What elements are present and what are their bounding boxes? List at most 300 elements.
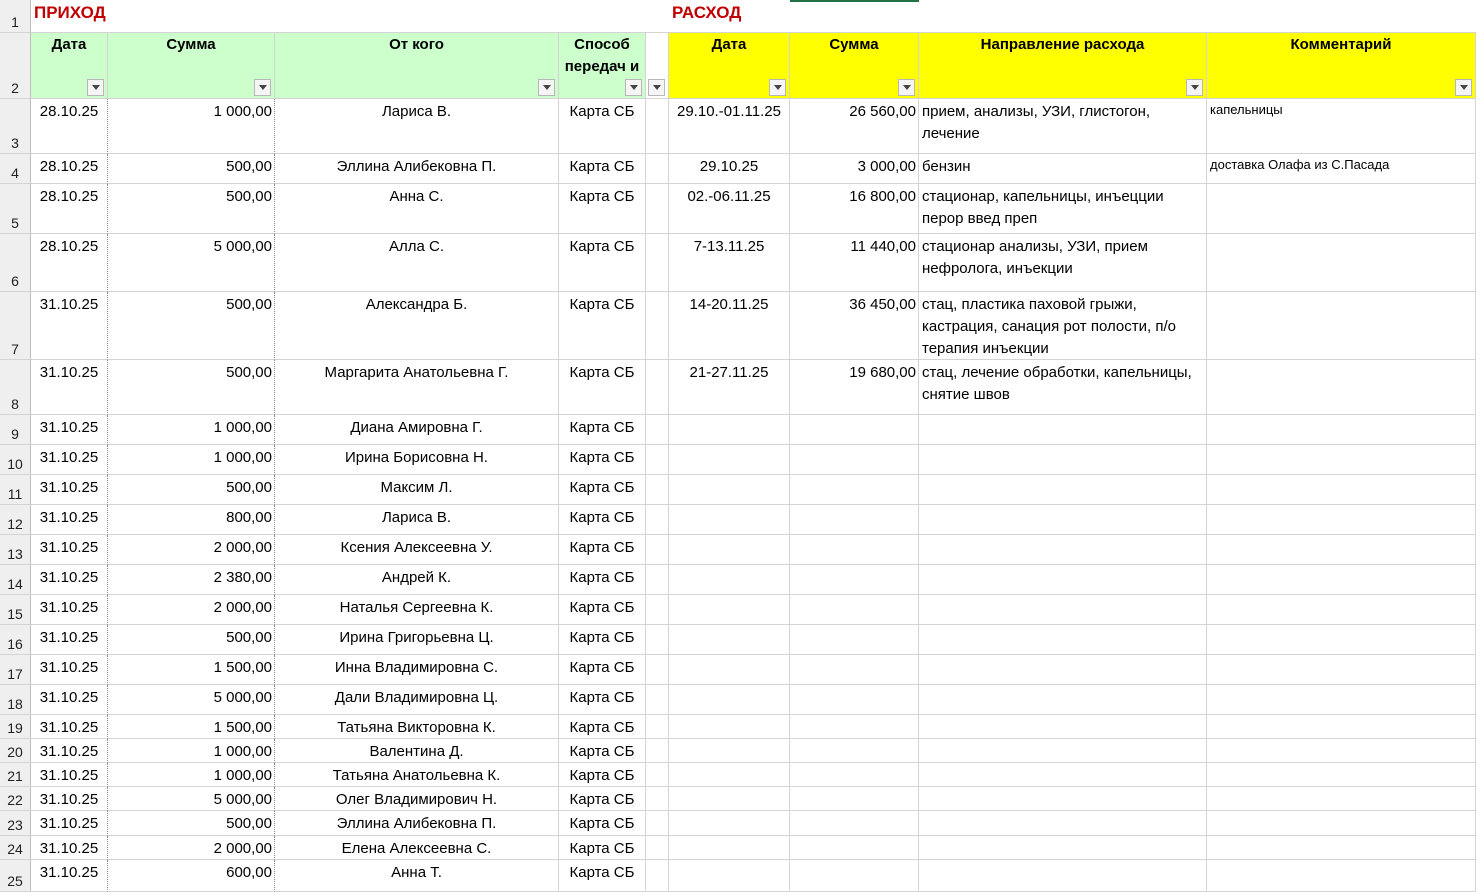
expense-comment-cell[interactable]: [1207, 360, 1476, 415]
expense-date-cell[interactable]: [669, 811, 790, 836]
row-header[interactable]: 18: [0, 685, 31, 715]
expense-sum-cell[interactable]: [790, 836, 919, 860]
expense-purpose-cell[interactable]: [919, 595, 1207, 625]
income-method-cell[interactable]: [559, 739, 646, 763]
gap-cell[interactable]: [646, 445, 669, 475]
expense-comment-cell[interactable]: [1207, 787, 1476, 811]
income-method-cell[interactable]: [559, 685, 646, 715]
income-date-cell-text: 31.10.25: [39, 629, 99, 646]
income-sum-cell[interactable]: [108, 595, 275, 625]
expense-sum-cell[interactable]: [790, 655, 919, 685]
expense-date-cell[interactable]: [669, 860, 790, 892]
income-date-cell-text: 31.10.25: [39, 449, 99, 466]
gap-cell[interactable]: [646, 715, 669, 739]
expense-sum-cell-text: 19 680,00: [849, 364, 916, 381]
income-from-cell-text: Ирина Григорьевна Ц.: [339, 629, 494, 646]
row-header[interactable]: 10: [0, 445, 31, 475]
income-sum-cell-text: 1 000,00: [213, 743, 272, 760]
expense-purpose-cell[interactable]: [919, 625, 1207, 655]
row-header[interactable]: 12: [0, 505, 31, 535]
expense-comment-cell[interactable]: [1207, 505, 1476, 535]
income-method-cell[interactable]: [559, 860, 646, 892]
expense-sum-cell[interactable]: [790, 415, 919, 445]
expense-purpose-cell[interactable]: [919, 739, 1207, 763]
expense-sum-cell[interactable]: [790, 685, 919, 715]
gap-cell[interactable]: [646, 763, 669, 787]
income-from-cell[interactable]: [275, 234, 559, 292]
expense-filter-sum-button[interactable]: [898, 79, 915, 96]
expense-sum-cell[interactable]: [790, 787, 919, 811]
expense-sum-cell[interactable]: [790, 292, 919, 360]
gap-cell[interactable]: [646, 787, 669, 811]
income-method-cell-text: Карта СБ: [569, 719, 635, 736]
income-date-cell[interactable]: [31, 505, 108, 535]
row-header[interactable]: 20: [0, 739, 31, 763]
income-method-cell[interactable]: [559, 625, 646, 655]
income-header-date[interactable]: [31, 33, 108, 99]
income-sum-cell-text: 500,00: [226, 188, 272, 205]
expense-comment-cell[interactable]: [1207, 445, 1476, 475]
income-from-cell[interactable]: [275, 445, 559, 475]
gap-cell[interactable]: [646, 360, 669, 415]
income-from-cell[interactable]: [275, 595, 559, 625]
expense-date-cell-text: 29.10.-01.11.25: [677, 103, 781, 120]
income-date-cell-text: 31.10.25: [39, 815, 99, 832]
expense-date-cell[interactable]: [669, 655, 790, 685]
income-sum-cell[interactable]: [108, 360, 275, 415]
income-from-cell[interactable]: [275, 415, 559, 445]
income-method-cell[interactable]: [559, 475, 646, 505]
expense-date-cell[interactable]: [669, 625, 790, 655]
income-date-cell-text: 31.10.25: [39, 569, 99, 586]
income-date-cell[interactable]: [31, 715, 108, 739]
expense-purpose-cell[interactable]: [919, 505, 1207, 535]
expense-purpose-cell[interactable]: [919, 475, 1207, 505]
income-from-cell[interactable]: [275, 565, 559, 595]
row-header[interactable]: 21: [0, 763, 31, 787]
income-method-cell-text: Карта СБ: [569, 689, 635, 706]
income-from-cell-text: Елена Алексеевна С.: [341, 840, 492, 857]
income-sum-cell[interactable]: [108, 811, 275, 836]
gap-cell[interactable]: [646, 625, 669, 655]
expense-sum-cell[interactable]: [790, 595, 919, 625]
expense-header-sum-text: Сумма: [829, 36, 879, 53]
income-from-cell[interactable]: [275, 625, 559, 655]
income-from-cell[interactable]: [275, 475, 559, 505]
income-method-cell[interactable]: [559, 505, 646, 535]
income-header-date-text: Дата: [51, 36, 87, 53]
expense-date-cell[interactable]: [669, 787, 790, 811]
expense-purpose-cell[interactable]: [919, 685, 1207, 715]
expense-header-comment[interactable]: [1207, 33, 1476, 99]
row-header[interactable]: 23: [0, 811, 31, 836]
gap-column-header[interactable]: [646, 33, 669, 99]
income-from-cell[interactable]: [275, 787, 559, 811]
expense-sum-cell-text: 16 800,00: [849, 188, 916, 205]
income-from-cell[interactable]: [275, 505, 559, 535]
expense-purpose-cell[interactable]: [919, 860, 1207, 892]
expense-date-cell[interactable]: [669, 535, 790, 565]
expense-sum-cell[interactable]: [790, 811, 919, 836]
income-date-cell-text: 31.10.25: [39, 539, 99, 556]
expense-purpose-cell[interactable]: [919, 184, 1207, 234]
income-sum-cell-text: 500,00: [226, 479, 272, 496]
expense-comment-cell[interactable]: [1207, 625, 1476, 655]
income-date-cell[interactable]: [31, 763, 108, 787]
income-filter-date-button[interactable]: [87, 79, 104, 96]
expense-purpose-cell[interactable]: [919, 787, 1207, 811]
expense-date-cell[interactable]: [669, 234, 790, 292]
income-sum-cell-text: 600,00: [226, 864, 272, 881]
income-method-cell-text: Карта СБ: [569, 479, 635, 496]
income-date-cell[interactable]: [31, 535, 108, 565]
expense-comment-cell[interactable]: [1207, 292, 1476, 360]
income-date-cell[interactable]: [31, 475, 108, 505]
income-method-cell-text: Карта СБ: [569, 449, 635, 466]
expense-sum-cell[interactable]: [790, 715, 919, 739]
expense-comment-cell[interactable]: [1207, 565, 1476, 595]
income-from-cell-text: Татьяна Анатольевна К.: [332, 767, 501, 784]
income-from-cell[interactable]: [275, 685, 559, 715]
income-sum-cell-text: 2 000,00: [213, 599, 272, 616]
income-sum-cell[interactable]: [108, 505, 275, 535]
expense-sum-cell-text: 36 450,00: [849, 296, 916, 313]
expense-comment-cell[interactable]: [1207, 475, 1476, 505]
expense-purpose-cell[interactable]: [919, 565, 1207, 595]
income-method-cell[interactable]: [559, 836, 646, 860]
expense-comment-cell[interactable]: [1207, 595, 1476, 625]
income-filter-sum-button[interactable]: [254, 79, 271, 96]
gap-filter-button[interactable]: [648, 79, 665, 96]
income-from-cell[interactable]: [275, 860, 559, 892]
expense-purpose-cell[interactable]: [919, 445, 1207, 475]
row-header[interactable]: 7: [0, 292, 31, 360]
row-header[interactable]: 17: [0, 655, 31, 685]
expense-date-cell[interactable]: [669, 595, 790, 625]
income-method-cell[interactable]: [559, 184, 646, 234]
income-date-cell[interactable]: [31, 360, 108, 415]
gap-cell[interactable]: [646, 811, 669, 836]
expense-date-cell[interactable]: [669, 763, 790, 787]
expense-purpose-cell[interactable]: [919, 836, 1207, 860]
income-title[interactable]: [31, 0, 669, 33]
income-from-cell[interactable]: [275, 715, 559, 739]
expense-header-date[interactable]: [669, 33, 790, 99]
expense-sum-cell[interactable]: [790, 535, 919, 565]
income-from-cell[interactable]: [275, 99, 559, 154]
expense-comment-cell[interactable]: [1207, 715, 1476, 739]
expense-purpose-cell[interactable]: [919, 763, 1207, 787]
income-from-cell[interactable]: [275, 836, 559, 860]
expense-comment-cell[interactable]: [1207, 739, 1476, 763]
income-method-cell[interactable]: [559, 763, 646, 787]
income-date-cell[interactable]: [31, 811, 108, 836]
income-date-cell[interactable]: [31, 787, 108, 811]
expense-title[interactable]: [669, 0, 1476, 33]
expense-sum-cell[interactable]: [790, 739, 919, 763]
income-method-cell[interactable]: [559, 655, 646, 685]
income-method-cell[interactable]: [559, 234, 646, 292]
income-sum-cell[interactable]: [108, 415, 275, 445]
expense-purpose-cell[interactable]: [919, 154, 1207, 184]
expense-date-cell[interactable]: [669, 99, 790, 154]
income-sum-cell[interactable]: [108, 860, 275, 892]
expense-purpose-cell[interactable]: [919, 535, 1207, 565]
income-header-method[interactable]: [559, 33, 646, 99]
expense-purpose-cell[interactable]: [919, 292, 1207, 360]
expense-sum-cell-text: 3 000,00: [857, 158, 916, 175]
income-sum-cell[interactable]: [108, 763, 275, 787]
income-method-cell[interactable]: [559, 535, 646, 565]
income-sum-cell[interactable]: [108, 445, 275, 475]
income-sum-cell[interactable]: [108, 565, 275, 595]
income-sum-cell[interactable]: [108, 715, 275, 739]
income-method-cell-text: Карта СБ: [569, 296, 635, 313]
expense-comment-cell-text: доставка Олафа из С.Пасада: [1210, 157, 1390, 172]
row-header[interactable]: 19: [0, 715, 31, 739]
gap-cell[interactable]: [646, 685, 669, 715]
income-sum-cell[interactable]: [108, 535, 275, 565]
expense-date-cell[interactable]: [669, 445, 790, 475]
row-header[interactable]: 16: [0, 625, 31, 655]
expense-purpose-cell[interactable]: [919, 811, 1207, 836]
income-sum-cell[interactable]: [108, 625, 275, 655]
income-method-cell-text: Карта СБ: [569, 767, 635, 784]
expense-filter-comment-button[interactable]: [1455, 79, 1472, 96]
income-header-method-text: Способ передач и: [564, 36, 640, 75]
income-date-cell-text: 31.10.25: [39, 479, 99, 496]
row-header[interactable]: 6: [0, 234, 31, 292]
gap-cell[interactable]: [646, 595, 669, 625]
expense-sum-cell[interactable]: [790, 360, 919, 415]
expense-comment-cell[interactable]: [1207, 154, 1476, 184]
income-from-cell[interactable]: [275, 655, 559, 685]
income-method-cell-text: Карта СБ: [569, 659, 635, 676]
gap-cell[interactable]: [646, 415, 669, 445]
income-from-cell-text: Наталья Сергеевна К.: [339, 599, 494, 616]
expense-comment-cell[interactable]: [1207, 184, 1476, 234]
expense-comment-cell[interactable]: [1207, 685, 1476, 715]
income-from-cell[interactable]: [275, 535, 559, 565]
income-sum-cell-text: 500,00: [226, 364, 272, 381]
income-method-cell[interactable]: [559, 595, 646, 625]
row-header[interactable]: 1: [0, 0, 31, 33]
expense-date-cell[interactable]: [669, 715, 790, 739]
expense-purpose-cell[interactable]: [919, 360, 1207, 415]
gap-cell[interactable]: [646, 184, 669, 234]
income-from-cell[interactable]: [275, 184, 559, 234]
expense-date-cell[interactable]: [669, 292, 790, 360]
expense-date-cell[interactable]: [669, 154, 790, 184]
income-sum-cell-text: 800,00: [226, 509, 272, 526]
income-sum-cell-text: 1 000,00: [213, 767, 272, 784]
income-sum-cell-text: 5 000,00: [213, 238, 272, 255]
gap-cell[interactable]: [646, 535, 669, 565]
income-date-cell[interactable]: [31, 234, 108, 292]
income-from-cell[interactable]: [275, 763, 559, 787]
income-sum-cell[interactable]: [108, 685, 275, 715]
expense-date-cell-text: 21-27.11.25: [689, 364, 769, 381]
income-sum-cell[interactable]: [108, 787, 275, 811]
income-date-cell[interactable]: [31, 625, 108, 655]
expense-date-cell[interactable]: [669, 685, 790, 715]
expense-comment-cell[interactable]: [1207, 763, 1476, 787]
gap-cell[interactable]: [646, 565, 669, 595]
income-date-cell-text: 31.10.25: [39, 659, 99, 676]
income-from-cell[interactable]: [275, 739, 559, 763]
income-method-cell[interactable]: [559, 360, 646, 415]
income-method-cell[interactable]: [559, 154, 646, 184]
expense-sum-cell[interactable]: [790, 625, 919, 655]
expense-comment-cell[interactable]: [1207, 99, 1476, 154]
expense-filter-purpose-button[interactable]: [1186, 79, 1203, 96]
row-header[interactable]: 15: [0, 595, 31, 625]
expense-purpose-cell[interactable]: [919, 99, 1207, 154]
income-method-cell[interactable]: [559, 565, 646, 595]
income-date-cell[interactable]: [31, 685, 108, 715]
income-date-cell-text: 31.10.25: [39, 767, 99, 784]
expense-comment-cell[interactable]: [1207, 655, 1476, 685]
expense-sum-cell[interactable]: [790, 445, 919, 475]
income-method-cell[interactable]: [559, 715, 646, 739]
income-filter-method-button[interactable]: [625, 79, 642, 96]
expense-sum-cell[interactable]: [790, 763, 919, 787]
row-header[interactable]: 3: [0, 99, 31, 154]
income-filter-from-button[interactable]: [538, 79, 555, 96]
row-header[interactable]: 9: [0, 415, 31, 445]
expense-sum-cell[interactable]: [790, 154, 919, 184]
expense-date-cell-text: 7-13.11.25: [693, 238, 765, 255]
gap-cell[interactable]: [646, 99, 669, 154]
expense-date-cell[interactable]: [669, 505, 790, 535]
expense-date-cell[interactable]: [669, 475, 790, 505]
gap-cell[interactable]: [646, 860, 669, 892]
gap-cell[interactable]: [646, 154, 669, 184]
income-date-cell[interactable]: [31, 836, 108, 860]
income-method-cell[interactable]: [559, 445, 646, 475]
expense-header-sum[interactable]: [790, 33, 919, 99]
expense-sum-cell[interactable]: [790, 565, 919, 595]
income-sum-cell-text: 500,00: [226, 815, 272, 832]
expense-purpose-cell[interactable]: [919, 715, 1207, 739]
income-date-cell[interactable]: [31, 595, 108, 625]
expense-date-cell[interactable]: [669, 360, 790, 415]
income-method-cell[interactable]: [559, 787, 646, 811]
gap-cell[interactable]: [646, 739, 669, 763]
income-from-cell[interactable]: [275, 811, 559, 836]
gap-cell[interactable]: [646, 505, 669, 535]
row-header[interactable]: 11: [0, 475, 31, 505]
income-method-cell[interactable]: [559, 292, 646, 360]
gap-cell[interactable]: [646, 655, 669, 685]
expense-comment-cell[interactable]: [1207, 860, 1476, 892]
income-method-cell-text: Карта СБ: [569, 864, 635, 881]
expense-comment-cell[interactable]: [1207, 811, 1476, 836]
expense-header-purpose[interactable]: [919, 33, 1207, 99]
income-date-cell-text: 31.10.25: [39, 419, 99, 436]
expense-sum-cell[interactable]: [790, 99, 919, 154]
row-header[interactable]: 8: [0, 360, 31, 415]
income-date-cell[interactable]: [31, 860, 108, 892]
expense-comment-cell[interactable]: [1207, 415, 1476, 445]
gap-cell[interactable]: [646, 234, 669, 292]
expense-date-cell[interactable]: [669, 184, 790, 234]
income-date-cell[interactable]: [31, 445, 108, 475]
income-method-cell[interactable]: [559, 811, 646, 836]
income-sum-cell[interactable]: [108, 475, 275, 505]
income-from-cell[interactable]: [275, 360, 559, 415]
income-date-cell[interactable]: [31, 739, 108, 763]
income-from-cell-text: Ирина Борисовна Н.: [345, 449, 488, 466]
income-sum-cell[interactable]: [108, 234, 275, 292]
expense-comment-cell[interactable]: [1207, 234, 1476, 292]
income-sum-cell[interactable]: [108, 154, 275, 184]
expense-date-cell[interactable]: [669, 836, 790, 860]
income-header-from-text: От кого: [389, 36, 444, 53]
income-date-cell[interactable]: [31, 184, 108, 234]
income-date-cell[interactable]: [31, 415, 108, 445]
income-date-cell[interactable]: [31, 565, 108, 595]
gap-cell[interactable]: [646, 292, 669, 360]
expense-purpose-cell[interactable]: [919, 234, 1207, 292]
income-method-cell-text: Карта СБ: [569, 188, 635, 205]
expense-comment-cell[interactable]: [1207, 535, 1476, 565]
income-sum-cell[interactable]: [108, 99, 275, 154]
income-from-cell-text: Лариса В.: [381, 509, 452, 526]
income-date-cell[interactable]: [31, 99, 108, 154]
expense-date-cell[interactable]: [669, 415, 790, 445]
income-sum-cell[interactable]: [108, 739, 275, 763]
income-from-cell[interactable]: [275, 154, 559, 184]
row-header[interactable]: 14: [0, 565, 31, 595]
expense-sum-cell[interactable]: [790, 184, 919, 234]
row-header[interactable]: 13: [0, 535, 31, 565]
income-date-cell[interactable]: [31, 655, 108, 685]
expense-date-cell[interactable]: [669, 565, 790, 595]
income-from-cell-text: Дали Владимировна Ц.: [334, 689, 499, 706]
row-header[interactable]: 24: [0, 836, 31, 860]
expense-date-cell[interactable]: [669, 739, 790, 763]
income-sum-cell[interactable]: [108, 292, 275, 360]
expense-sum-cell[interactable]: [790, 475, 919, 505]
income-method-cell[interactable]: [559, 99, 646, 154]
expense-sum-cell[interactable]: [790, 234, 919, 292]
expense-purpose-cell[interactable]: [919, 415, 1207, 445]
income-sum-cell[interactable]: [108, 655, 275, 685]
gap-cell[interactable]: [646, 836, 669, 860]
income-sum-cell[interactable]: [108, 836, 275, 860]
income-date-cell[interactable]: [31, 292, 108, 360]
expense-sum-cell[interactable]: [790, 860, 919, 892]
income-header-from[interactable]: [275, 33, 559, 99]
row-header[interactable]: 5: [0, 184, 31, 234]
income-from-cell[interactable]: [275, 292, 559, 360]
row-header[interactable]: 2: [0, 33, 31, 99]
row-header[interactable]: 4: [0, 154, 31, 184]
row-header[interactable]: 22: [0, 787, 31, 811]
income-header-sum[interactable]: [108, 33, 275, 99]
gap-cell[interactable]: [646, 475, 669, 505]
expense-comment-cell[interactable]: [1207, 836, 1476, 860]
income-sum-cell[interactable]: [108, 184, 275, 234]
expense-sum-cell[interactable]: [790, 505, 919, 535]
expense-purpose-cell[interactable]: [919, 655, 1207, 685]
row-header[interactable]: 25: [0, 860, 31, 892]
income-date-cell[interactable]: [31, 154, 108, 184]
expense-purpose-cell-text: стационар анализы, УЗИ, прием нефролога, инъекции: [922, 238, 1148, 277]
income-method-cell[interactable]: [559, 415, 646, 445]
expense-filter-date-button[interactable]: [769, 79, 786, 96]
